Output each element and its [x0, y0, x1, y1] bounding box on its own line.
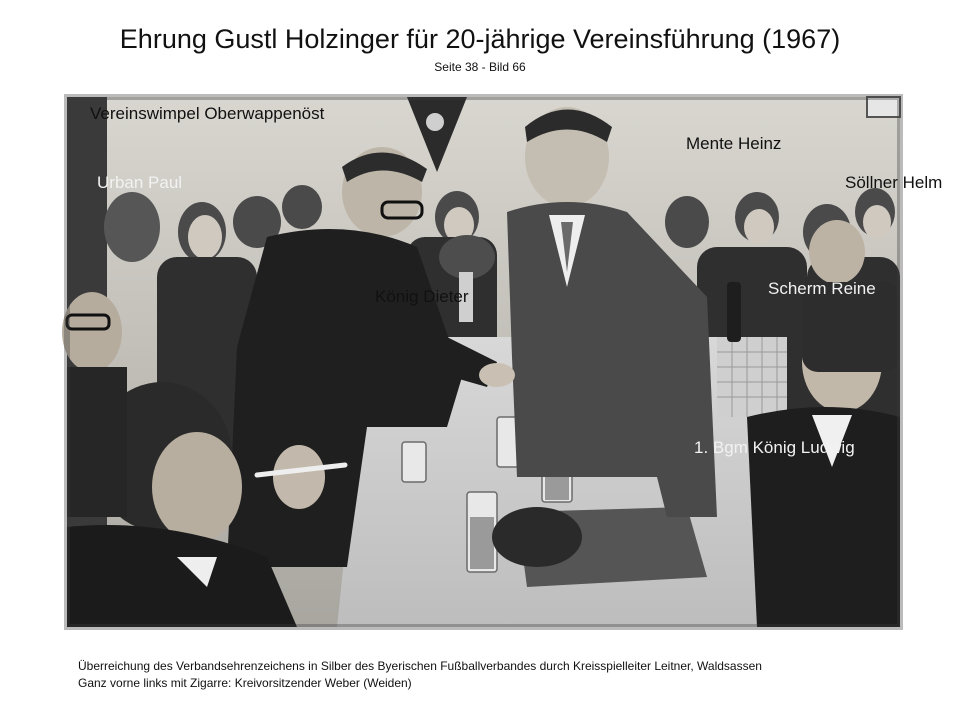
label-urban-paul: Urban Paul	[97, 173, 183, 192]
slide-title: Ehrung Gustl Holzinger für 20-jährige Vereinsführung (1967)	[119, 24, 841, 54]
photo-illustration	[67, 97, 900, 627]
label-koenig-dieter: König Dieter	[375, 287, 469, 306]
photo-caption	[78, 658, 938, 692]
caption-line-2: Ganz vorne links mit Zigarre: Kreivorsitzender Weber (Weiden)	[78, 676, 412, 690]
group-photo	[67, 97, 943, 627]
caption-line-1: Überreichung des Verbandsehrenzeichens in Silber des Byerischen Fußballverbandes durch Kreisspielleiter Leitner, Waldsassen	[78, 659, 762, 673]
slide-subtitle: Seite 38 - Bild 66	[434, 60, 526, 74]
label-scherm-reine: Scherm Reine	[768, 279, 876, 298]
label-mente-heinz: Mente Heinz	[686, 134, 782, 153]
label-buergermeister: 1. Bgm König Ludwig	[694, 438, 855, 457]
label-soellner-helm: Söllner Helm	[845, 173, 943, 192]
label-pennant: Vereinswimpel Oberwappenöst	[90, 104, 325, 123]
